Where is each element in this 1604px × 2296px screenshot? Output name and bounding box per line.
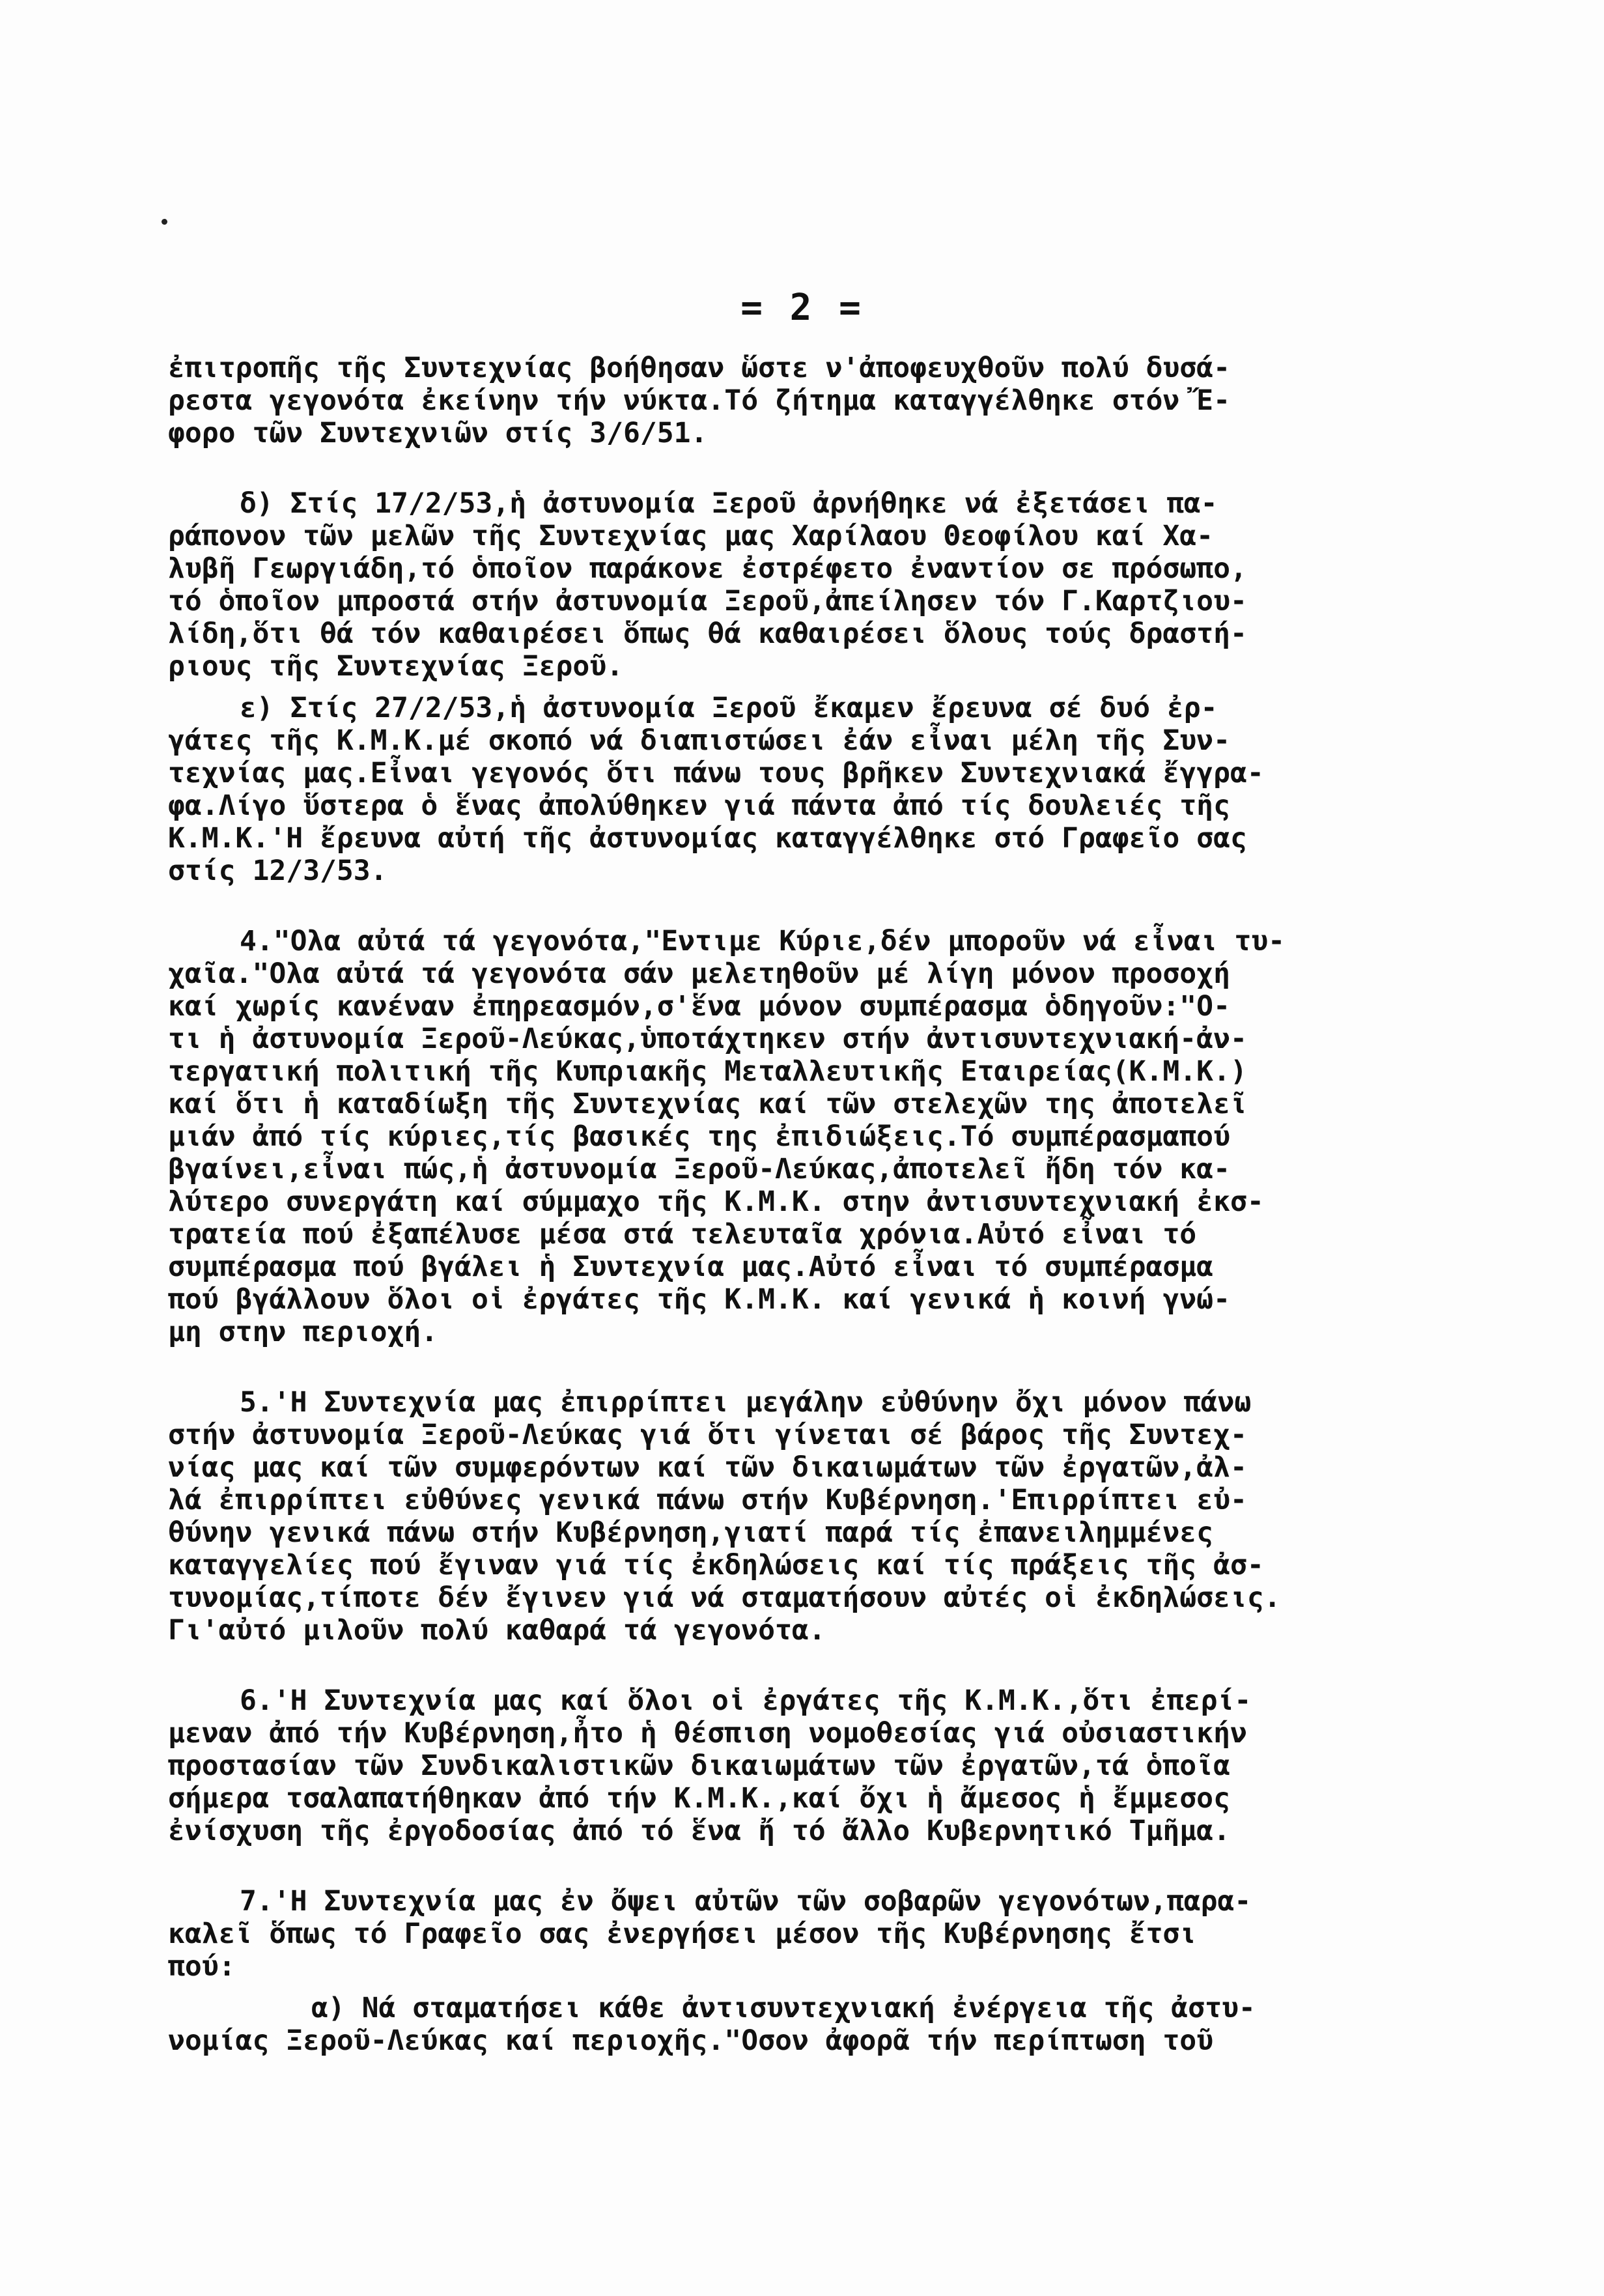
- scan-speck: [162, 219, 167, 225]
- paragraph-point-5: [168, 1386, 1464, 1647]
- text-line: προστασίαν τῶν Συνδικαλιστικῶν δικαιωμάτων τῶν ἐργατῶν,τά ὁποῖα: [168, 1750, 1230, 1782]
- paragraph-point-7a: [168, 1992, 1464, 2057]
- paragraph-point-4: [168, 925, 1464, 1348]
- text-line: 5.'Η Συντεχνία μας ἐπιρρίπτει μεγάλην εὐθύνην ὄχι μόνον πάνω: [240, 1386, 1252, 1419]
- text-line: τυνομίας,τίποτε δέν ἔγινεν γιά νά σταματήσουν αὐτές οἱ ἐκδηλώσεις.: [168, 1581, 1281, 1614]
- text-line: ριους τῆς Συντεχνίας Ξεροῦ.: [168, 650, 623, 683]
- text-line: ἐνίσχυση τῆς ἐργοδοσίας ἀπό τό ἕνα ἤ τό ἄλλο Κυβερνητικό Τμῆμα.: [168, 1815, 1230, 1847]
- text-line: τι ἡ ἀστυνομία Ξεροῦ-Λεύκας,ὑποτάχτηκεν στήν ἀντισυντεχνιακή-ἀν-: [168, 1023, 1247, 1055]
- text-line: τεχνίας μας.Εἶναι γεγονός ὅτι πάνω τους βρῆκεν Συντεχνιακά ἔγγρα-: [168, 757, 1264, 789]
- text-line: καταγγελίες πού ἔγιναν γιά τίς ἐκδηλώσεις καί τίς πράξεις τῆς ἀσ-: [168, 1549, 1264, 1581]
- text-line: 7.'Η Συντεχνία μας ἐν ὄψει αὐτῶν τῶν σοβαρῶν γεγονότων,παρα-: [240, 1885, 1252, 1918]
- text-line: καί χωρίς κανέναν ἐπηρεασμόν,σ'ἕνα μόνον συμπέρασμα ὁδηγοῦν:"Ο-: [168, 990, 1230, 1023]
- text-line: καί ὅτι ἡ καταδίωξη τῆς Συντεχνίας καί τῶν στελεχῶν της ἀποτελεῖ: [168, 1088, 1247, 1120]
- text-line: φορο τῶν Συντεχνιῶν στίς 3/6/51.: [168, 417, 708, 449]
- text-line: 6.'Η Συντεχνία μας καί ὅλοι οἱ ἐργάτες τῆς Κ.Μ.Κ.,ὅτι ἐπερί-: [240, 1684, 1252, 1717]
- text-line: χαῖα."Ολα αὐτά τά γεγονότα σάν μελετηθοῦν μέ λίγη μόνον προσοχή: [168, 957, 1230, 990]
- letter-body: [168, 352, 1464, 2057]
- text-line: γάτες τῆς Κ.Μ.Κ.μέ σκοπό νά διαπιστώσει ἐάν εἶναι μέλη τῆς Συν-: [168, 724, 1230, 757]
- text-line: βγαίνει,εἶναι πώς,ἡ ἀστυνομία Ξεροῦ-Λεύκας,ἀποτελεῖ ἤδη τόν κα-: [168, 1153, 1230, 1185]
- text-line: λά ἐπιρρίπτει εὐθύνες γενικά πάνω στήν Κυβέρνηση.'Επιρρίπτει εὐ-: [168, 1484, 1247, 1516]
- text-line: νομίας Ξεροῦ-Λεύκας καί περιοχῆς."Οσον ἀφορᾶ τήν περίπτωση τοῦ: [168, 2024, 1214, 2057]
- page-number: = 2 =: [740, 287, 864, 329]
- text-line: λίδη,ὅτι θά τόν καθαιρέσει ὅπως θά καθαιρέσει ὅλους τούς δραστή-: [168, 617, 1247, 650]
- paragraph-item-d: [168, 487, 1464, 683]
- text-line: λυβῆ Γεωργιάδη,τό ὁποῖον παράκονε ἐστρέφετο ἐναντίον σε πρόσωπο,: [168, 552, 1247, 585]
- text-line: συμπέρασμα πού βγάλει ἡ Συντεχνία μας.Αὐτό εἶναι τό συμπέρασμα: [168, 1251, 1214, 1283]
- text-line: νίας μας καί τῶν συμφερόντων καί τῶν δικαιωμάτων τῶν ἐργατῶν,ἀλ-: [168, 1451, 1247, 1484]
- text-line: στίς 12/3/53.: [168, 855, 387, 887]
- text-line: δ) Στίς 17/2/53,ἡ ἀστυνομία Ξεροῦ ἀρνήθηκε νά ἐξετάσει πα-: [240, 487, 1218, 520]
- text-line: λύτερο συνεργάτη καί σύμμαχο τῆς Κ.Μ.Κ. στην ἀντισυντεχνιακή ἐκσ-: [168, 1185, 1264, 1218]
- text-line: ε) Στίς 27/2/53,ἡ ἀστυνομία Ξεροῦ ἔκαμεν ἔρευνα σέ δυό ἐρ-: [240, 692, 1218, 724]
- paragraph-item-e: [168, 692, 1464, 887]
- text-line: μη στην περιοχή.: [168, 1316, 438, 1348]
- text-line: τεργατική πολιτική τῆς Κυπριακῆς Μεταλλευτικῆς Εταιρείας(Κ.Μ.Κ.): [168, 1055, 1247, 1088]
- text-line: μιάν ἀπό τίς κύριες,τίς βασικές της ἐπιδιώξεις.Τό συμπέρασμαπού: [168, 1120, 1230, 1153]
- text-line: ράπονον τῶν μελῶν τῆς Συντεχνίας μας Χαρίλαου Θεοφίλου καί Χα-: [168, 520, 1214, 552]
- text-line: 4."Ολα αὐτά τά γεγονότα,"Εντιμε Κύριε,δέν μποροῦν νά εἶναι τυ-: [240, 925, 1286, 957]
- text-line: πού:: [168, 1950, 236, 1983]
- text-line: τρατεία πού ἐξαπέλυσε μέσα στά τελευταῖα χρόνια.Αὐτό εἶναι τό: [168, 1218, 1197, 1251]
- paragraph-point-6: [168, 1684, 1464, 1847]
- text-line: ἐπιτροπῆς τῆς Συντεχνίας βοήθησαν ὥστε ν'ἀποφευχθοῦν πολύ δυσά-: [168, 352, 1230, 384]
- text-line: τό ὁποῖον μπροστά στήν ἀστυνομία Ξεροῦ,ἀπείλησεν τόν Γ.Καρτζιου-: [168, 585, 1247, 617]
- paragraph-continuation: [168, 352, 1464, 449]
- text-line: καλεῖ ὅπως τό Γραφεῖο σας ἐνεργήσει μέσον τῆς Κυβέρνησης ἔτσι: [168, 1918, 1197, 1950]
- paragraph-point-7: [168, 1885, 1464, 1983]
- text-line: Γι'αὐτό μιλοῦν πολύ καθαρά τά γεγονότα.: [168, 1614, 826, 1647]
- text-line: μεναν ἀπό τήν Κυβέρνηση,ἦτο ἡ θέσπιση νομοθεσίας γιά οὐσιαστικήν: [168, 1717, 1247, 1750]
- text-line: α) Νά σταματήσει κάθε ἀντισυντεχνιακή ἐνέργεια τῆς ἀστυ-: [311, 1992, 1256, 2024]
- text-line: στήν ἀστυνομία Ξεροῦ-Λεύκας γιά ὅτι γίνεται σέ βάρος τῆς Συντεχ-: [168, 1419, 1247, 1451]
- text-line: φα.Λίγο ὕστερα ὁ ἕνας ἀπολύθηκεν γιά πάντα ἀπό τίς δουλειές τῆς: [168, 789, 1230, 822]
- text-line: σήμερα τσαλαπατήθηκαν ἀπό τήν Κ.Μ.Κ.,καί ὄχι ἡ ἄμεσος ἡ ἔμμεσος: [168, 1782, 1230, 1815]
- text-line: Κ.Μ.Κ.'Η ἔρευνα αὐτή τῆς ἀστυνομίας καταγγέλθηκε στό Γραφεῖο σας: [168, 822, 1247, 855]
- text-line: πού βγάλλουν ὅλοι οἱ ἐργάτες τῆς Κ.Μ.Κ. καί γενικά ἡ κοινή γνώ-: [168, 1283, 1230, 1316]
- text-line: θύνην γενικά πάνω στήν Κυβέρνηση,γιατί παρά τίς ἐπανειλημμένες: [168, 1516, 1214, 1549]
- text-line: ρεστα γεγονότα ἐκείνην τήν νύκτα.Τό ζήτημα καταγγέλθηκε στόν Ἔ-: [168, 384, 1230, 417]
